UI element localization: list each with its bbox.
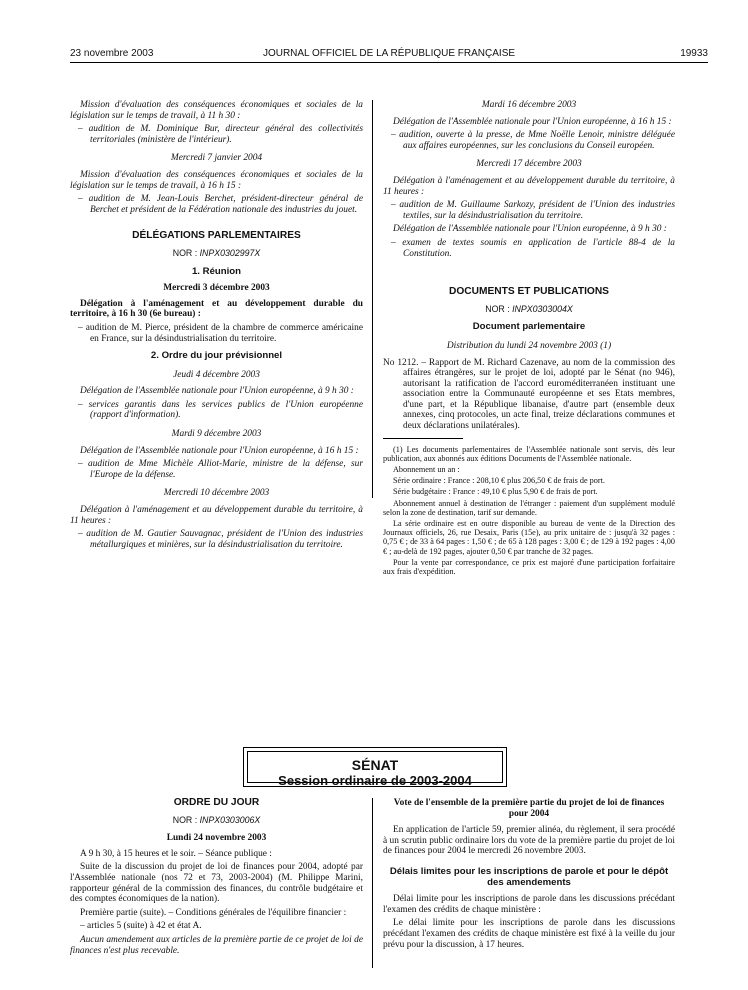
section-title: DOCUMENTS ET PUBLICATIONS [449, 286, 609, 298]
section-title: DÉLÉGATIONS PARLEMENTAIRES [132, 230, 301, 242]
date-heading: Mercredi 7 janvier 2004 [170, 153, 263, 164]
date-heading: Mardi 16 décembre 2003 [481, 100, 577, 110]
date-heading: Lundi 24 novembre 2003 [166, 833, 267, 844]
date-heading: Mercredi 10 décembre 2003 [163, 488, 270, 499]
list-item: – audition, ouverte à la presse, de Mme Noëlle Lenoir, ministre déléguée aux affaires européennes, sur les conclusions du Conseil européen. [391, 130, 675, 151]
subsection-title: Document parlementaire [472, 321, 586, 333]
senat-banner-inner [247, 751, 503, 788]
paragraph: Délégation à l'aménagement et au développement durable du territoire, à 11 heures : [383, 175, 675, 197]
list-item: – examen de textes soumis en application de l'article 88-4 de la Constitution. [391, 237, 675, 259]
subsection-title: 2. Ordre du jour prévisionnel [150, 350, 283, 362]
column-left-bottom [70, 798, 363, 959]
paragraph: Délai limite pour les inscriptions de parole dans les discussions précédant l'examen des crédits de chaque ministère : [383, 894, 675, 915]
paragraph: Délégation de l'Assemblée nationale pour l'Union européenne, à 9 h 30 : [393, 224, 667, 235]
list-item: – audition de M. Dominique Bur, directeur général des collectivités territoriales (ministère de l'intérieur). [78, 124, 363, 145]
senat-subtitle: Session ordinaire de 2003-2004 [278, 773, 472, 788]
nor-label: NOR : [172, 247, 198, 258]
paragraph: En application de l'article 59, premier alinéa, du règlement, il sera procédé à un scrutin public ordinaire lors du vote de la première partie du projet de loi de finances pour 2004 le mercredi 26 novembre 2003. [383, 825, 675, 857]
nor-label: NOR : [172, 814, 198, 825]
page-header [70, 48, 708, 63]
footnote: Pour la vente par correspondance, ce prix est majoré d'une participation forfaitaire aux frais d'expédition. [383, 557, 675, 577]
distribution-line: Distribution du lundi 24 novembre 2003 (1) [446, 340, 612, 351]
nor-code: INPX0303006X [199, 814, 261, 825]
header-date: 23 novembre 2003 [70, 48, 154, 59]
paragraph: Première partie (suite). – Conditions générales de l'équilibre financier : [80, 907, 347, 918]
paragraph: Délégation à l'aménagement et au développement durable du territoire, à 11 heures : [70, 505, 363, 526]
date-heading: Mercredi 17 décembre 2003 [476, 159, 582, 170]
list-item: – audition de M. Jean-Louis Berchet, président-directeur général de Berchet et président de la Fédération nationale des industries du jouet. [78, 194, 363, 215]
document-entry: No 1212. – Rapport de M. Richard Cazenave, au nom de la commission des affaires étrangères, sur le projet de loi, adopté par le Sénat (no 946), autorisant la ratification de l'accord euroméditerranéen instituant une association entre la Communauté européenne et ses Etats membres, d'une part, et la République libanaise, d'autre part (ensemble deux annexes, cinq protocoles, un acte final, treize déclarations communes et deux déclarations unilatérales). [383, 357, 675, 432]
paragraph: Mission d'évaluation des conséquences économiques et sociales de la législation sur le temps de travail, à 16 h 15 : [70, 169, 363, 191]
footnote: Abonnement un an : [393, 465, 460, 475]
footnote: Série ordinaire : France : 208,10 € plus 206,50 € de frais de port. [393, 476, 605, 486]
paragraph: Délégation à l'aménagement et au développement durable du territoire, à 16 h 30 (6e bureau) : [70, 298, 363, 320]
subsection-title: Délais limites pour les inscriptions de parole et pour le dépôt des amendements [389, 865, 669, 888]
column-left-top [70, 100, 363, 553]
nor-code: INPX0302997X [199, 247, 261, 258]
subsection-title: 1. Réunion [191, 265, 242, 277]
column-divider-top [372, 100, 373, 498]
paragraph: Suite de la discussion du projet de loi de finances pour 2004, adopté par l'Assemblée nationale (nos 72 et 73, 2003-2004) (M. Philippe Marini, rapporteur général de la commission des finances, du contrôle budgétaire et des comptes économiques de la nation). [70, 862, 363, 905]
nor-reference [70, 248, 363, 259]
list-item: – audition de Mme Michèle Alliot-Marie, ministre de la défense, sur l'Europe de la défense. [78, 459, 363, 480]
senat-title: SÉNAT [351, 757, 399, 773]
nor-code: INPX0303004X [512, 303, 573, 314]
footnote: (1) Les documents parlementaires de l'Assemblée nationale sont servis, dès leur publication, aux abonnés aux éditions Documents de l'Assemblée nationale. [383, 444, 675, 463]
section-title: ORDRE DU JOUR [173, 797, 260, 808]
date-heading: Jeudi 4 décembre 2003 [173, 369, 260, 380]
column-right-bottom [383, 798, 675, 953]
paragraph: Délégation de l'Assemblée nationale pour l'Union européenne, à 16 h 15 : [393, 116, 672, 127]
paragraph: Mission d'évaluation des conséquences économiques et sociales de la législation sur le temps de travail, à 11 h 30 : [70, 100, 363, 121]
list-item: – audition de M. Pierce, président de la chambre de commerce américaine en France, sur la désindustrialisation du territoire. [78, 322, 363, 344]
footnote: Abonnement annuel à destination de l'étranger : paiement d'un supplément modulé selon la zone de destination, tarif sur demande. [383, 498, 675, 517]
header-title: JOURNAL OFFICIEL DE LA RÉPUBLIQUE FRANÇAISE [262, 48, 516, 59]
nor-reference [383, 304, 675, 315]
date-heading: Mardi 9 décembre 2003 [171, 429, 262, 440]
nor-label: NOR : [485, 303, 510, 314]
footnote: Série budgétaire : France : 49,10 € plus 5,90 € de frais de port. [393, 487, 598, 497]
paragraph: A 9 h 30, à 15 heures et le soir. – Séance publique : [80, 848, 272, 859]
list-item: – audition de M. Guillaume Sarkozy, président de l'Union des industries textiles, sur la désindustrialisation du territoire. [391, 200, 675, 221]
list-item: – audition de M. Gautier Sauvagnac, président de l'Union des industries métallurgiques et minières, sur la désindustrialisation du territoire. [78, 529, 363, 550]
paragraph: Délégation de l'Assemblée nationale pour l'Union européenne, à 16 h 15 : [80, 445, 359, 456]
paragraph: Aucun amendement aux articles de la première partie de ce projet de loi de finances n'est plus recevable. [70, 934, 363, 956]
subsection-title: Vote de l'ensemble de la première partie du projet de loi de finances pour 2004 [393, 798, 665, 819]
column-divider-bottom [372, 798, 373, 968]
date-heading: Mercredi 3 décembre 2003 [163, 283, 270, 294]
list-item: – services garantis dans les services publics de l'Union européenne (rapport d'information). [78, 399, 363, 421]
footnote: La série ordinaire est en outre disponible au bureau de vente de la Direction des Journaux officiels, 26, rue Desaix, Paris (15e), au prix unitaire de : jusqu'à 32 pages : 0,75 € ; de 33 à 64 pages : 1,50 € ; de 65 à 128 pages : 3,00 € ; de 129 à 192 pages : 4,00 € ; au-delà de 192 pages, ajouter 0,50 € par tranche de 32 pages. [383, 519, 675, 556]
column-right-top [383, 100, 675, 578]
paragraph: Le délai limite pour les inscriptions de parole dans les discussions précédant l'examen des crédits de chaque ministère est fixé à la veille du jour prévu pour la discussion, à 17 heures. [383, 918, 675, 950]
page-number: 19933 [680, 48, 708, 59]
senat-banner [243, 747, 507, 787]
paragraph: Délégation de l'Assemblée nationale pour l'Union européenne, à 9 h 30 : [80, 386, 354, 397]
paragraph: – articles 5 (suite) à 42 et état A. [80, 921, 202, 932]
footnote-rule [383, 438, 463, 439]
nor-reference [70, 815, 363, 826]
